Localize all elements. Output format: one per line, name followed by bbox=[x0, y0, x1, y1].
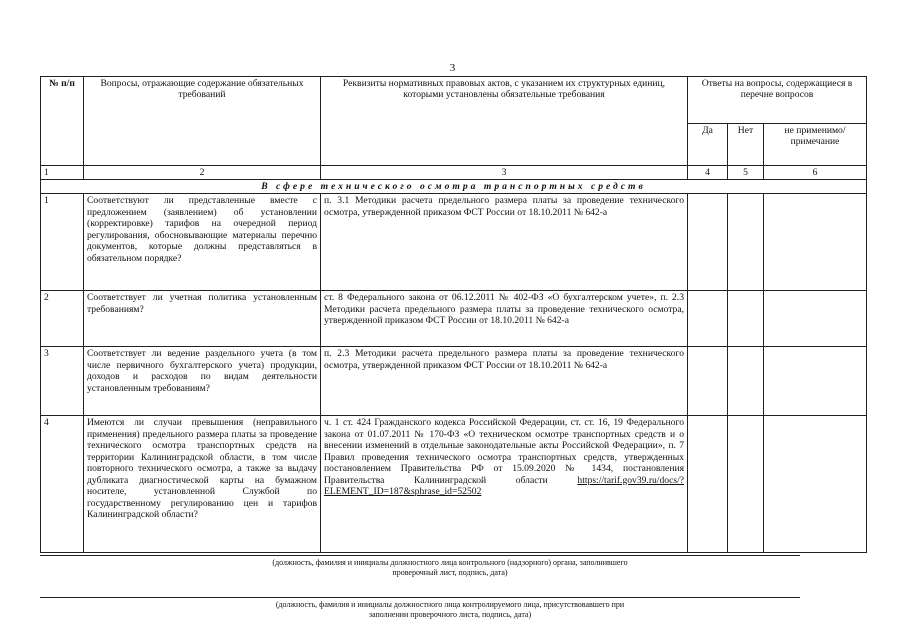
table-row bbox=[41, 416, 867, 553]
header-yes: Да bbox=[688, 124, 728, 166]
column-number: 2 bbox=[84, 166, 321, 180]
row-num: 3 bbox=[41, 347, 84, 416]
row-question: Соответствует ли учетная политика установленным требованиям? bbox=[84, 291, 321, 347]
column-number-row bbox=[41, 166, 867, 180]
row-question: Соответствуют ли представленные вместе с предложением (заявлением) об установлении (корректировке) тарифов на очередной период регулирования, обосновывающие материалы перечню документов, которые должны представляться в обязательном порядке? bbox=[84, 194, 321, 291]
header-no: Нет bbox=[728, 124, 764, 166]
section-title: В сфере технического осмотра транспортных средств bbox=[41, 180, 867, 194]
column-number: 1 bbox=[41, 166, 84, 180]
column-number: 5 bbox=[728, 166, 764, 180]
answer-no-cell[interactable] bbox=[728, 416, 764, 553]
section-row bbox=[41, 180, 867, 194]
column-number: 6 bbox=[764, 166, 867, 180]
page-number: 3 bbox=[449, 62, 456, 74]
row-num: 4 bbox=[41, 416, 84, 553]
row-requisites: ч. 1 ст. 424 Гражданского кодекса Российской Федерации, ст. ст. 16, 19 Федерального закона от 01.07.2011 № 170-ФЗ «О техническом осмотре транспортных средств и о внесении изменений в отдельные законодательные акты Российской Федерации», п. 7 Правил проведения технического осмотра транспортных средств, утвержденных постановлением Правительства РФ от 15.09.2020 № 1434, постановления Правительства Калининградской области bbox=[324, 417, 684, 486]
answer-no-cell[interactable] bbox=[728, 347, 764, 416]
row-num: 1 bbox=[41, 194, 84, 291]
answer-na-cell[interactable] bbox=[764, 416, 867, 553]
row-requisites: ст. 8 Федерального закона от 06.12.2011 № 402-ФЗ «О бухгалтерском учете», п. 2.3 Методики расчета предельного размера платы за проведение технического осмотра, утвержденной приказом ФСТ России от 18.10.2011 № 642-а bbox=[321, 291, 688, 347]
row-question: Соответствует ли ведение раздельного учета (в том числе первичного бухгалтерского учета) продукции, доходов и расходов по видам деятельности установленным требованиям? bbox=[84, 347, 321, 416]
answer-na-cell[interactable] bbox=[764, 291, 867, 347]
header-na: не применимо/ примечание bbox=[764, 124, 867, 166]
header-answers: Ответы на вопросы, содержащиеся в перечне вопросов bbox=[688, 77, 867, 124]
row-requisites-cell bbox=[321, 416, 688, 553]
header-requisites: Реквизиты нормативных правовых актов, с указанием их структурных единиц, которыми установлены обязательные требования bbox=[321, 77, 688, 166]
column-number: 4 bbox=[688, 166, 728, 180]
answer-yes-cell[interactable] bbox=[688, 194, 728, 291]
row-question: Имеются ли случаи превышения (неправильного применения) предельного размера платы за проведение технического осмотра транспортных средств на территории Калининградской области, в том числе повторного технического осмотра, а также за выдачу дубликата диагностической карты на бумажном носителе, установленной Службой по государственному регулированию цен и тарифов Калининградской области? bbox=[84, 416, 321, 553]
row-requisites: п. 3.1 Методики расчета предельного размера платы за проведение технического осмотра, утвержденной приказом ФСТ России от 18.10.2011 № 642-а bbox=[321, 194, 688, 291]
answer-yes-cell[interactable] bbox=[688, 416, 728, 553]
answer-yes-cell[interactable] bbox=[688, 347, 728, 416]
signature-caption-controlled: (должность, фамилия и инициалы должностного лица контролируемого лица, присутствовавшего при заполнении проверочного листа, подпись, дата) bbox=[275, 600, 625, 619]
answer-na-cell[interactable] bbox=[764, 347, 867, 416]
header-questions: Вопросы, отражающие содержание обязательных требований bbox=[84, 77, 321, 166]
table-row bbox=[41, 347, 867, 416]
signature-caption-inspector: (должность, фамилия и инициалы должностного лица контрольного (надзорного) органа, заполнившего проверочный лист, подпись, дата) bbox=[272, 558, 628, 577]
answer-yes-cell[interactable] bbox=[688, 291, 728, 347]
signature-line-inspector[interactable] bbox=[40, 555, 800, 556]
checklist-table bbox=[40, 76, 867, 553]
row-num: 2 bbox=[41, 291, 84, 347]
answer-no-cell[interactable] bbox=[728, 194, 764, 291]
table-header-row bbox=[41, 77, 867, 124]
row-requisites: п. 2.3 Методики расчета предельного размера платы за проведение технического осмотра, утвержденной приказом ФСТ России от 18.10.2011 № 642-а bbox=[321, 347, 688, 416]
table-row bbox=[41, 291, 867, 347]
answer-no-cell[interactable] bbox=[728, 291, 764, 347]
tarif-link[interactable]: https://tarif.gov39.ru/docs/?ELEMENT_ID=187&sphrase_id=52502 bbox=[324, 474, 684, 497]
header-num: № п/п bbox=[41, 77, 84, 166]
column-number: 3 bbox=[321, 166, 688, 180]
answer-na-cell[interactable] bbox=[764, 194, 867, 291]
table-row bbox=[41, 194, 867, 291]
signature-line-controlled[interactable] bbox=[40, 597, 800, 598]
